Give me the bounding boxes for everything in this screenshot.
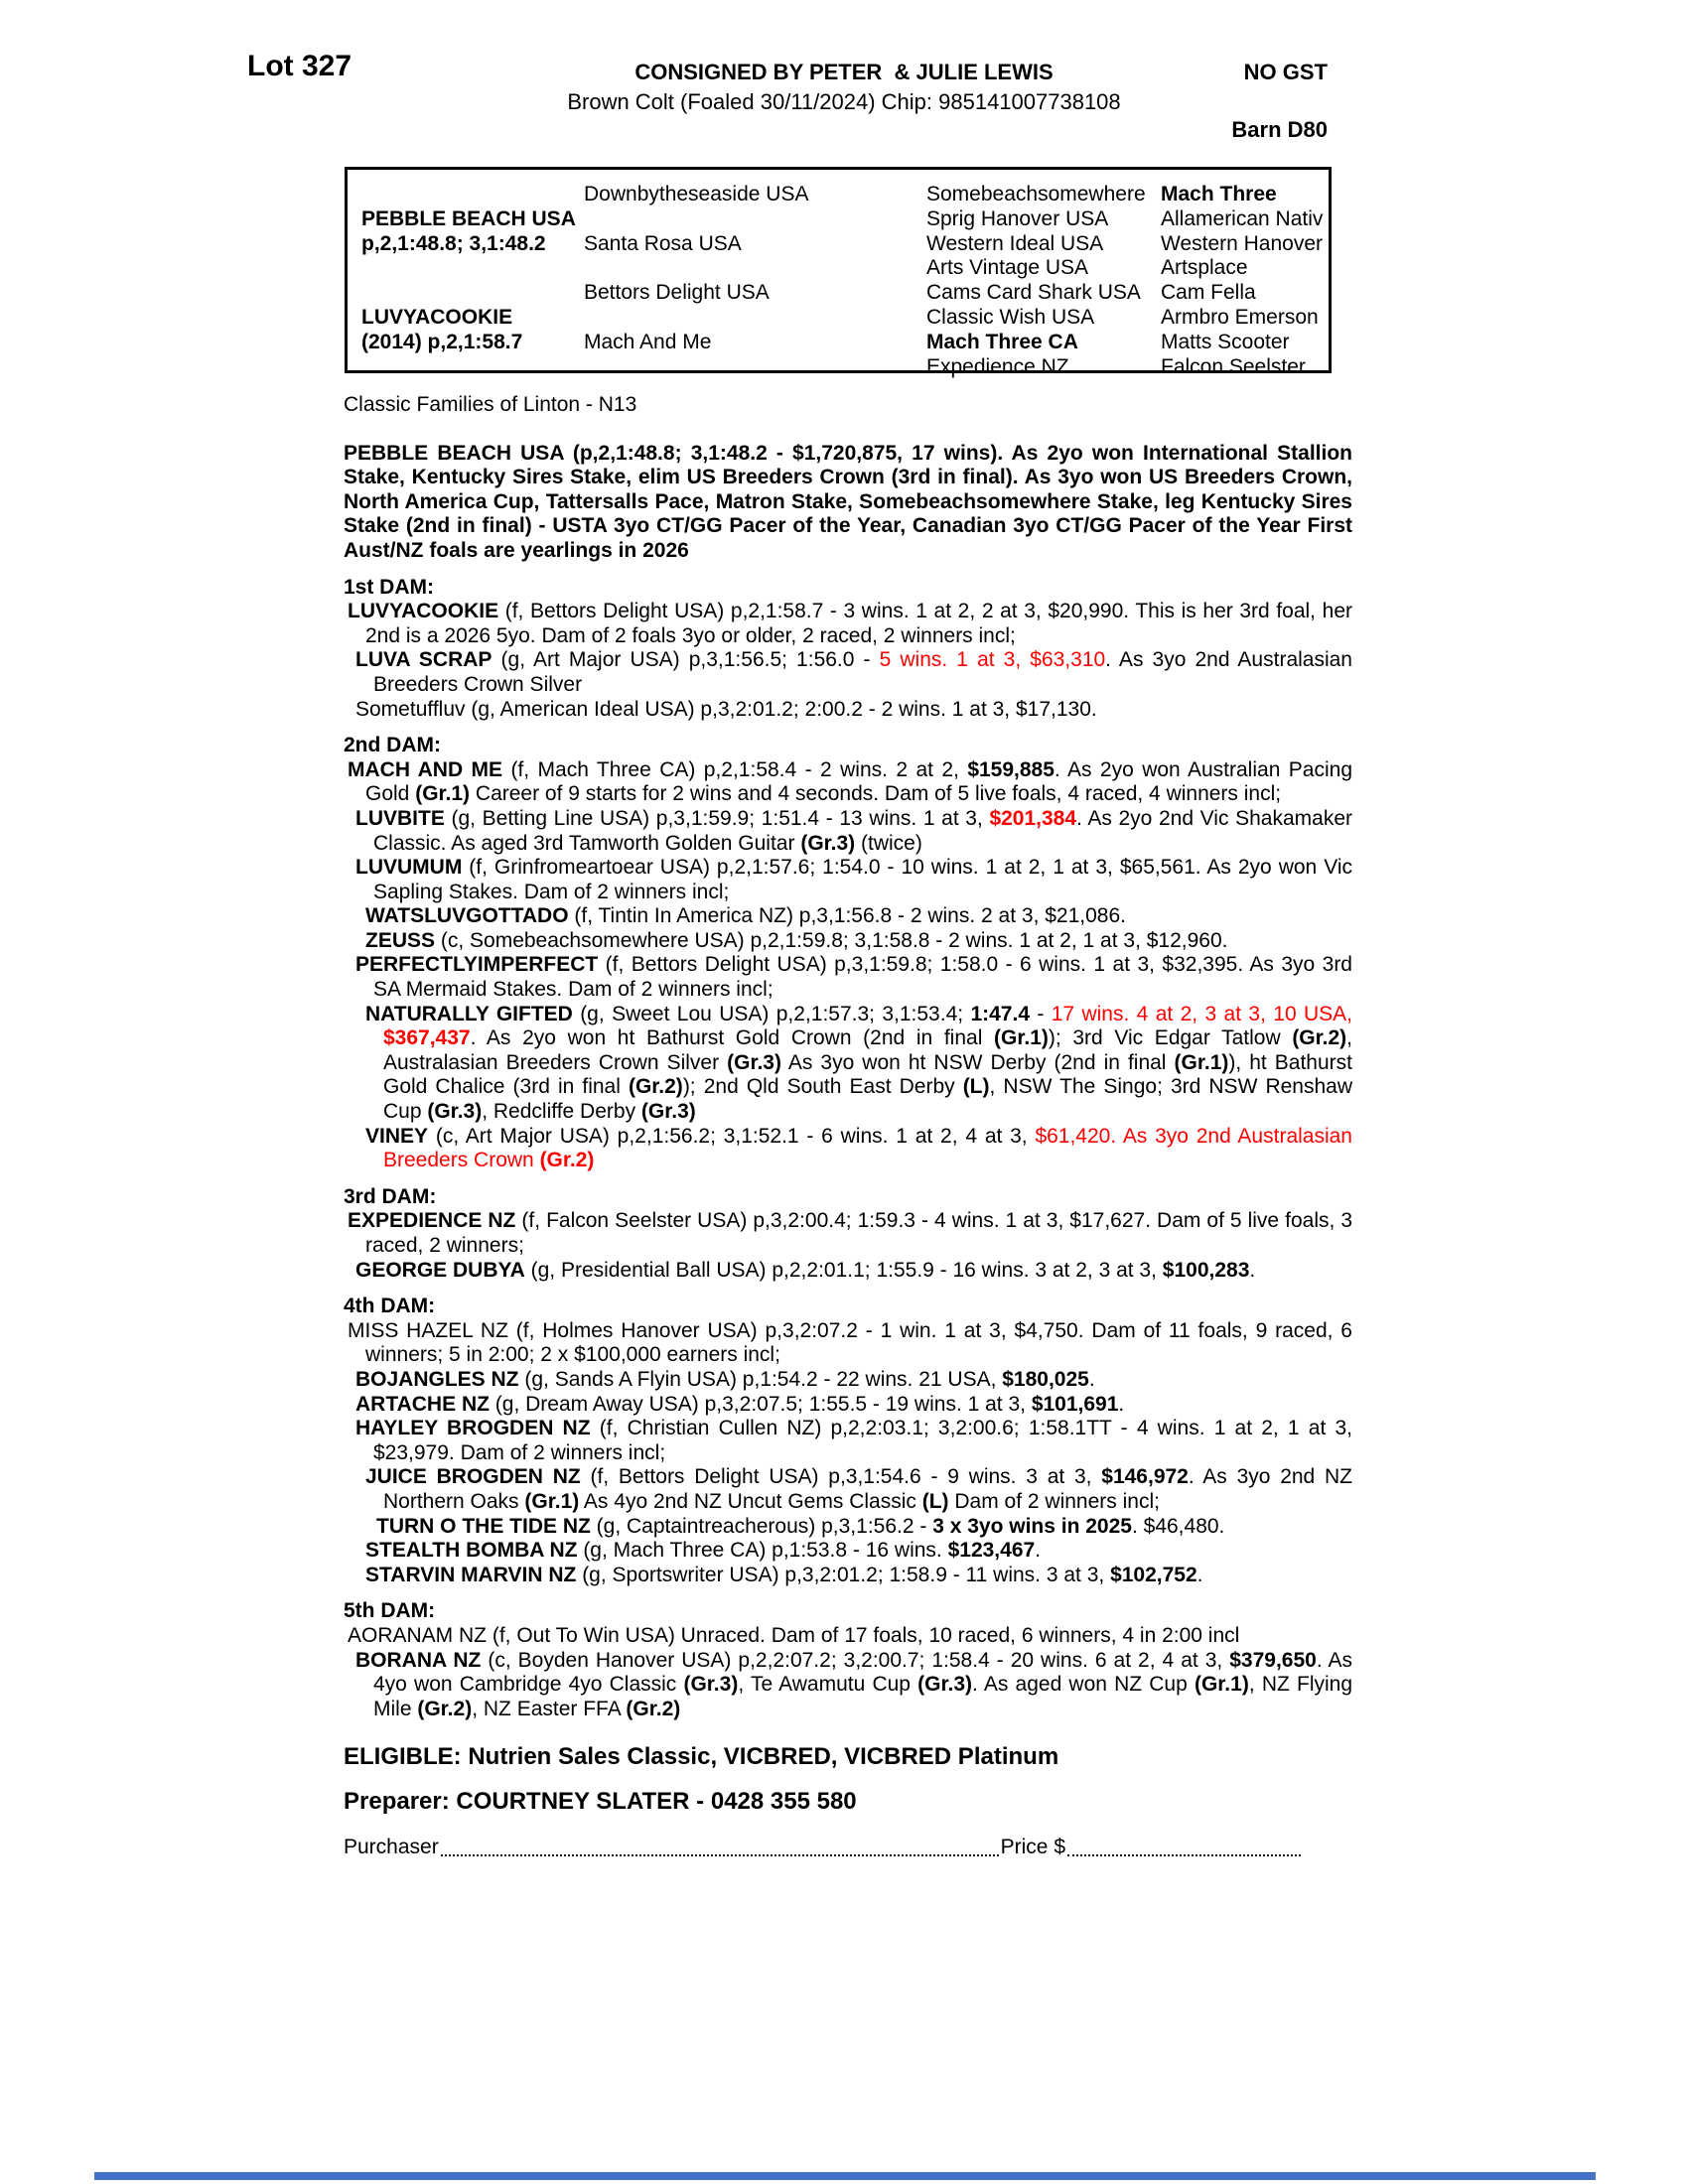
text-segment: PERFECTLYIMPERFECT	[355, 953, 599, 977]
pedigree-entry	[344, 1393, 1352, 1418]
pedigree-cell: Armbro Emerson	[1161, 306, 1319, 329]
pedigree-entry	[344, 1319, 1352, 1368]
purchaser-fill-line[interactable]	[441, 1854, 999, 1856]
text-segment: HAYLEY BROGDEN NZ	[355, 1417, 591, 1440]
text-segment: (g, Art Major USA) p,3,1:56.5; 1:56.0 -	[492, 648, 880, 672]
family-line: Classic Families of Linton - N13	[344, 393, 637, 416]
text-segment: . As 2yo won Australian Pacing Gold	[365, 757, 1352, 806]
text-segment: $100,283	[1162, 1258, 1250, 1282]
text-segment: (Gr.2)	[1292, 1026, 1347, 1050]
pedigree-cell: Somebeachsomewhere	[926, 183, 1146, 205]
pedigree-entry	[344, 600, 1352, 648]
pedigree-entry	[344, 1465, 1352, 1514]
text-segment: (Gr.3)	[683, 1673, 739, 1697]
text-segment: ), ht Bathurst Gold Chalice (3rd in final	[383, 1050, 1352, 1099]
text-segment: 1:47.4	[970, 1002, 1030, 1025]
pedigree-entry	[344, 1417, 1352, 1465]
text-segment: , NSW The Singo; 3rd NSW Renshaw Cup	[383, 1075, 1352, 1124]
text-segment: (Gr.2)	[628, 1075, 683, 1099]
text-segment: (f, Tintin In America NZ) p,3,1:56.8 - 2 wins. 2 at 3, $21,086.	[568, 904, 1126, 928]
text-segment: (Gr.3)	[727, 1050, 781, 1074]
text-segment: (g, Sands A Flyin USA) p,1:54.2 - 22 wins. 21 USA,	[518, 1367, 1003, 1391]
text-segment: MACH AND ME	[348, 757, 503, 781]
text-segment: (f, Bettors Delight USA) p,3,1:54.6 - 9 wins. 3 at 3,	[580, 1465, 1102, 1489]
dam-heading: 4th DAM:	[344, 1295, 436, 1318]
sire-summary	[344, 442, 1352, 564]
purchaser-label: Purchaser	[344, 1836, 439, 1859]
text-segment: (Gr.1)	[415, 782, 471, 806]
text-segment: (Gr.2)	[539, 1149, 595, 1172]
text-segment: .	[1088, 1367, 1095, 1391]
text-segment: , Australasian Breeders Crown Silver	[383, 1026, 1353, 1074]
text-segment: . As 4yo won Cambridge 4yo Classic	[373, 1648, 1352, 1697]
text-segment: AORANAM NZ (f, Out To Win USA) Unraced. Dam of 17 foals, 10 raced, 6 winners, 4 in 2:00 incl	[348, 1623, 1240, 1647]
text-segment: (Gr.3)	[800, 831, 856, 855]
text-segment: .	[1118, 1392, 1125, 1416]
price-fill-line[interactable]	[1067, 1854, 1301, 1856]
text-segment: (L)	[962, 1075, 990, 1099]
pedigree-cell: Sprig Hanover USA	[926, 206, 1109, 230]
pedigree-entry	[344, 856, 1352, 904]
text-segment: $180,025	[1002, 1367, 1089, 1391]
text-segment: , NZ Flying Mile	[373, 1673, 1353, 1720]
text-segment: WATSLUVGOTTADO	[365, 904, 569, 928]
lot-number: Lot 327	[247, 50, 352, 82]
pedigree-cell: Expedience NZ	[926, 354, 1069, 378]
text-segment: . As aged won NZ Cup	[972, 1673, 1195, 1697]
pedigree-entry	[344, 929, 1352, 954]
text-segment: (g, Sportswriter USA) p,3,2:01.2; 1:58.9 - 11 wins. 3 at 3,	[576, 1563, 1111, 1586]
text-segment: (f, Christian Cullen NZ) p,2,2:03.1; 3,2:00.6; 1:58.1TT - 4 wins. 1 at 2, 1 at 3, $23,979. Dam of 2 winners incl;	[373, 1417, 1352, 1464]
pedigree-cell: Cam Fella	[1161, 281, 1256, 305]
text-segment: $379,650	[1229, 1648, 1317, 1672]
text-segment: BOJANGLES NZ	[355, 1367, 519, 1391]
barn-number: Barn D80	[1231, 117, 1328, 142]
text-segment: $101,691	[1031, 1392, 1119, 1416]
text-segment: EXPEDIENCE NZ	[348, 1209, 516, 1233]
pedigree-entry	[344, 1515, 1352, 1540]
pedigree-cell: Artsplace	[1161, 256, 1248, 280]
text-segment: BORANA NZ	[355, 1648, 482, 1672]
text-segment: (Gr.3)	[917, 1673, 973, 1697]
pedigree-entry	[344, 1624, 1352, 1649]
text-segment: LUVUMUM	[355, 856, 463, 880]
page-footer-bar	[94, 2172, 1596, 2180]
dam-heading: 3rd DAM:	[344, 1184, 437, 1208]
pedigree-cell: p,2,1:48.8; 3,1:48.2	[361, 231, 546, 255]
text-segment: (Gr.2)	[626, 1697, 681, 1720]
text-segment: NATURALLY GIFTED	[365, 1002, 573, 1025]
pedigree-entry	[344, 1564, 1352, 1588]
text-segment: (g, Dream Away USA) p,3,2:07.5; 1:55.5 - 19 wins. 1 at 3,	[489, 1392, 1032, 1416]
text-segment: 5 wins. 1 at 3, $63,310	[879, 648, 1106, 672]
text-segment: (twice)	[855, 831, 922, 855]
dam-heading: 5th DAM:	[344, 1599, 436, 1623]
text-segment: ); 2nd Qld South East Derby	[682, 1075, 963, 1099]
text-segment: 17 wins. 4 at 2, 3 at 3, 10 USA,	[1051, 1002, 1353, 1025]
text-segment: .	[1035, 1539, 1042, 1563]
pedigree-cell: LUVYACOOKIE	[361, 306, 513, 329]
pedigree-cell: Cams Card Shark USA	[926, 281, 1141, 305]
pedigree-cell: Arts Vintage USA	[926, 256, 1089, 280]
text-segment: (f, Bettors Delight USA) p,2,1:58.7 - 3 wins. 1 at 2, 2 at 3, $20,990. This is her 3rd foal, her 2nd is a 2026 5yo. Dam of 2 foals 3yo or older, 2 raced, 2 winners incl;	[365, 600, 1352, 647]
text-segment: (c, Art Major USA) p,2,1:56.2; 3,1:52.1 - 6 wins. 1 at 2, 4 at 3,	[428, 1124, 1036, 1148]
dam-heading: 2nd DAM:	[344, 734, 441, 757]
pedigree-cell: Mach Three	[1161, 183, 1277, 205]
text-segment: .	[1196, 1563, 1203, 1586]
text-segment: $159,885	[967, 757, 1055, 781]
pedigree-cell: Mach And Me	[584, 330, 712, 353]
text-segment: (Gr.3)	[427, 1100, 483, 1124]
text-segment: As 4yo 2nd NZ Uncut Gems Classic	[579, 1489, 922, 1513]
text-segment: GEORGE DUBYA	[355, 1258, 525, 1282]
pedigree-entry	[344, 1539, 1352, 1564]
text-segment: . $46,480.	[1131, 1514, 1225, 1538]
foal-description: Brown Colt (Foaled 30/11/2024) Chip: 985141007738108	[567, 89, 1121, 114]
text-segment: (Gr.1)	[1174, 1050, 1229, 1074]
pedigree-cell: Classic Wish USA	[926, 306, 1095, 329]
text-segment: .	[1249, 1258, 1256, 1282]
price-label: Price $	[1000, 1836, 1065, 1859]
pedigree-entry	[344, 1368, 1352, 1393]
text-segment: MISS HAZEL NZ (f, Holmes Hanover USA) p,3,2:07.2 - 1 win. 1 at 3, $4,750. Dam of 11 foals, 9 raced, 6 winners; 5 in 2:00; 2 x $100,000 earners incl;	[348, 1318, 1352, 1367]
pedigree-cell: Matts Scooter	[1161, 330, 1290, 353]
text-segment: ARTACHE NZ	[355, 1392, 490, 1416]
pedigree-entry	[344, 953, 1352, 1002]
pedigree-entry	[344, 1259, 1352, 1284]
text-segment: 3 x 3yo wins in 2025	[932, 1514, 1132, 1538]
text-segment: , NZ Easter FFA	[472, 1697, 627, 1720]
eligibility-line: ELIGIBLE: Nutrien Sales Classic, VICBRED, VICBRED Platinum	[344, 1743, 1059, 1771]
pedigree-entry	[344, 904, 1352, 929]
pedigree-cell: Falcon Seelster	[1161, 354, 1306, 378]
pedigree-entry	[344, 698, 1352, 723]
text-segment: -	[1030, 1002, 1052, 1025]
text-segment: (c, Somebeachsomewhere USA) p,2,1:59.8; 3,1:58.8 - 2 wins. 1 at 2, 1 at 3, $12,960.	[435, 928, 1228, 952]
text-segment: $61,420. As 3yo 2nd Australasian Breeders Crown	[383, 1124, 1352, 1172]
text-segment: . As 3yo 2nd Australasian Breeders Crown Silver	[373, 648, 1352, 696]
pedigree-entry	[344, 648, 1352, 697]
text-segment: (g, Captaintreacherous) p,3,1:56.2 -	[590, 1514, 933, 1538]
text-segment: LUVA SCRAP	[355, 648, 492, 672]
text-segment: ); 3rd Vic Edgar Tatlow	[1048, 1026, 1293, 1050]
text-segment: ZEUSS	[365, 928, 436, 952]
text-segment: $201,384	[989, 806, 1077, 830]
pedigree-cell: Santa Rosa USA	[584, 231, 742, 255]
pedigree-entry	[344, 807, 1352, 856]
text-segment: PEBBLE BEACH USA (p,2,1:48.8; 3,1:48.2 - $1,720,875, 17 wins). As 2yo won International Stallion Stake, Kentucky Sires Stake, elim US Breeders Crown (3rd in final). As 3yo won US Breeders Crown, North America Cup, Tattersalls Pace, Matron Stake, Somebeachsomewhere Stake, leg Kentucky Sires Stake (2nd in final) - USTA 3yo CT/GG Pacer of the Year, Canadian 3yo CT/GG Pacer of the Year First Aust/NZ foals are yearlings in 2026	[344, 441, 1352, 562]
consignor-line: CONSIGNED BY PETER & JULIE LEWIS	[634, 60, 1054, 84]
text-segment: (f, Mach Three CA) p,2,1:58.4 - 2 wins. 2 at 2,	[502, 757, 968, 781]
text-segment: $367,437	[383, 1026, 471, 1050]
text-segment: , Redcliffe Derby	[482, 1100, 641, 1124]
text-segment: LUVBITE	[355, 806, 445, 830]
text-segment: (g, Sweet Lou USA) p,2,1:57.3; 3,1:53.4;	[572, 1002, 971, 1025]
pedigree-cell: Allamerican Nativ	[1161, 206, 1324, 230]
pedigree-entry	[344, 1209, 1352, 1258]
purchaser-price-line	[344, 1836, 1303, 1860]
pedigree-cell: Western Ideal USA	[926, 231, 1104, 255]
text-segment: As 3yo won ht NSW Derby (2nd in final	[780, 1050, 1175, 1074]
dam-sections	[344, 576, 1352, 1722]
text-segment: (Gr.2)	[417, 1697, 473, 1720]
text-segment: $102,752	[1110, 1563, 1197, 1586]
text-segment: (Gr.1)	[524, 1489, 580, 1513]
pedigree-cell: (2014) p,2,1:58.7	[361, 330, 523, 353]
pedigree-cell: Downbytheseaside USA	[584, 183, 809, 205]
text-segment: (Gr.1)	[1194, 1673, 1249, 1697]
text-segment: (c, Boyden Hanover USA) p,2,2:07.2; 3,2:00.7; 1:58.4 - 20 wins. 6 at 2, 4 at 3,	[481, 1648, 1230, 1672]
text-segment: (f, Falcon Seelster USA) p,3,2:00.4; 1:59.3 - 4 wins. 1 at 3, $17,627. Dam of 5 live foals, 3 raced, 2 winners;	[365, 1209, 1353, 1257]
gst-status: NO GST	[1243, 60, 1328, 84]
text-segment: LUVYACOOKIE	[348, 600, 499, 623]
text-segment: (f, Bettors Delight USA) p,3,1:59.8; 1:58.0 - 6 wins. 1 at 3, $32,395. As 3yo 3rd SA Mermaid Stakes. Dam of 2 winners incl;	[373, 953, 1352, 1002]
pedigree-entry	[344, 1125, 1352, 1173]
pedigree-cell: PEBBLE BEACH USA	[361, 206, 576, 230]
dam-heading: 1st DAM:	[344, 575, 435, 599]
pedigree-cell: Bettors Delight USA	[584, 281, 770, 305]
text-segment: $123,467	[947, 1539, 1036, 1563]
text-segment: JUICE BROGDEN NZ	[365, 1465, 581, 1489]
pedigree-table	[345, 167, 1332, 378]
text-segment: (g, Betting Line USA) p,3,1:59.9; 1:51.4 - 13 wins. 1 at 3,	[444, 806, 990, 830]
text-segment: Dam of 2 winners incl;	[948, 1489, 1160, 1513]
text-segment: TURN O THE TIDE NZ	[376, 1514, 591, 1538]
text-segment: $146,972	[1101, 1465, 1189, 1489]
text-segment: (L)	[921, 1489, 949, 1513]
preparer-line: Preparer: COURTNEY SLATER - 0428 355 580	[344, 1787, 857, 1815]
text-segment: (g, Presidential Ball USA) p,2,2:01.1; 1:55.9 - 16 wins. 3 at 2, 3 at 3,	[524, 1258, 1163, 1282]
text-segment: (g, Mach Three CA) p,1:53.8 - 16 wins.	[577, 1539, 948, 1563]
pedigree-text	[344, 393, 1352, 1860]
text-segment: STEALTH BOMBA NZ	[365, 1539, 578, 1563]
pedigree-cell: Western Hanover	[1161, 231, 1324, 255]
text-segment: Career of 9 starts for 2 wins and 4 seconds. Dam of 5 live foals, 4 raced, 4 winners incl;	[470, 782, 1282, 806]
pedigree-entry	[344, 758, 1352, 807]
pedigree-cell: Mach Three CA	[926, 330, 1078, 353]
text-segment: , Te Awamutu Cup	[738, 1673, 918, 1697]
text-segment: (f, Grinfromeartoear USA) p,2,1:57.6; 1:54.0 - 10 wins. 1 at 2, 1 at 3, $65,561. As 2yo won Vic Sapling Stakes. Dam of 2 winners incl;	[373, 856, 1352, 903]
text-segment: Sometuffluv (g, American Ideal USA) p,3,2:01.2; 2:00.2 - 2 wins. 1 at 3, $17,130.	[355, 697, 1097, 721]
pedigree-entry	[344, 1003, 1352, 1125]
text-segment: (Gr.3)	[640, 1100, 696, 1124]
text-segment: . As 2yo won ht Bathurst Gold Crown (2nd in final	[470, 1026, 995, 1050]
text-segment: . As 2yo 2nd Vic Shakamaker Classic. As aged 3rd Tamworth Golden Guitar	[373, 806, 1352, 855]
text-segment: (Gr.1)	[994, 1026, 1049, 1050]
pedigree-entry	[344, 1649, 1352, 1722]
text-segment: . As 3yo 2nd NZ Northern Oaks	[383, 1465, 1352, 1513]
text-segment: VINEY	[365, 1124, 429, 1148]
text-segment: STARVIN MARVIN NZ	[365, 1563, 577, 1586]
